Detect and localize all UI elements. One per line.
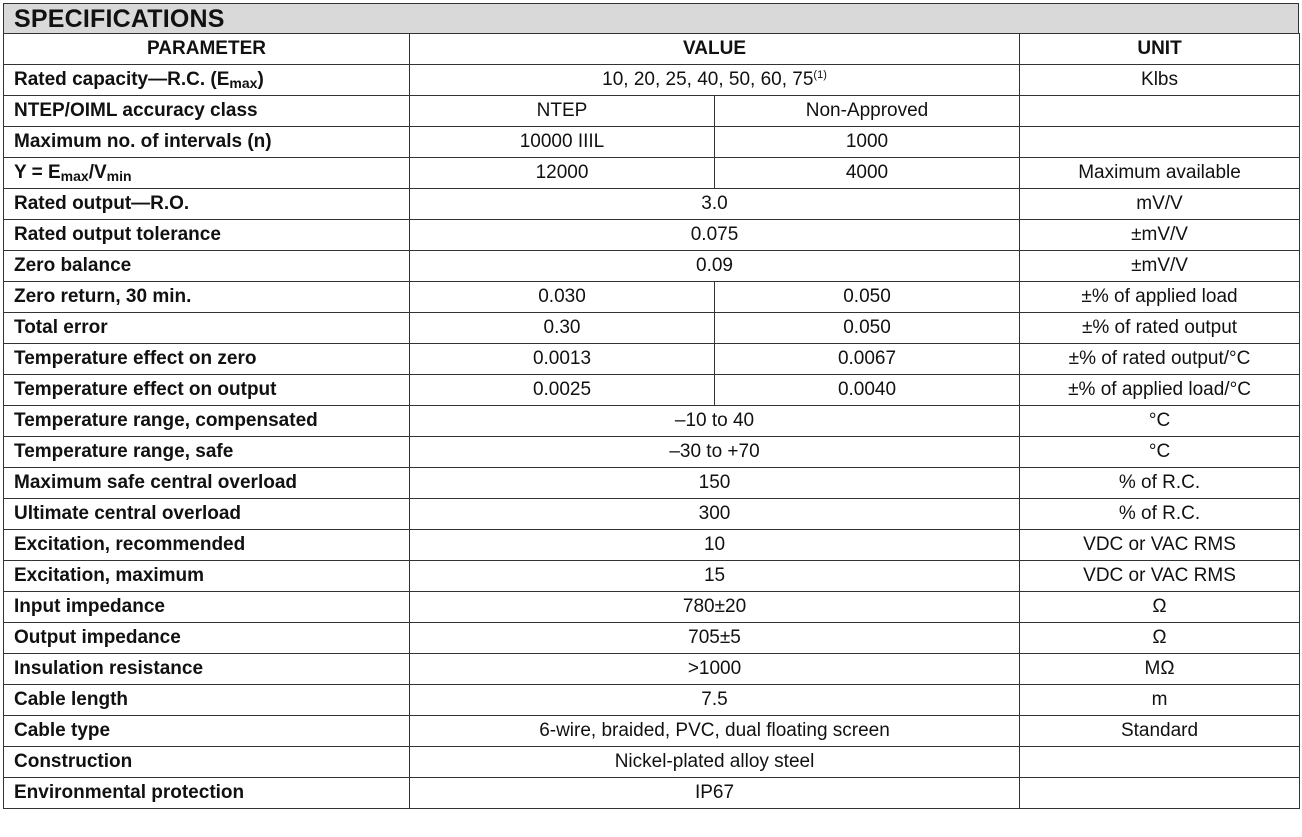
unit-cell: Ω [1020, 592, 1300, 623]
unit-cell: mV/V [1020, 189, 1300, 220]
parameter-cell: Temperature range, compensated [4, 406, 410, 437]
value-cell: 0.09 [410, 251, 1020, 282]
parameter-cell: NTEP/OIML accuracy class [4, 96, 410, 127]
table-row [4, 747, 1300, 778]
unit-cell: ±% of applied load/°C [1020, 375, 1300, 406]
unit-cell: % of R.C. [1020, 468, 1300, 499]
value-cell: IP67 [410, 778, 1020, 809]
unit-cell: ±% of applied load [1020, 282, 1300, 313]
value-ntep-cell: 0.030 [410, 282, 715, 313]
unit-cell [1020, 127, 1300, 158]
parameter-cell: Excitation, recommended [4, 530, 410, 561]
table-row [4, 437, 1300, 468]
value-ntep-cell: 10000 IIIL [410, 127, 715, 158]
parameter-cell: Cable length [4, 685, 410, 716]
value-ntep-cell: 0.0025 [410, 375, 715, 406]
value-non-approved-cell: Non-Approved [715, 96, 1020, 127]
unit-cell: ±mV/V [1020, 220, 1300, 251]
table-row [4, 220, 1300, 251]
value-non-approved-cell: 0.050 [715, 282, 1020, 313]
unit-cell [1020, 96, 1300, 127]
parameter-cell: Zero balance [4, 251, 410, 282]
value-cell: >1000 [410, 654, 1020, 685]
table-row [4, 654, 1300, 685]
parameter-cell: Rated output tolerance [4, 220, 410, 251]
value-cell: –30 to +70 [410, 437, 1020, 468]
unit-cell: Ω [1020, 623, 1300, 654]
value-non-approved-cell: 4000 [715, 158, 1020, 189]
parameter-cell: $Y = E_{max}/V_{min}$ [4, 158, 410, 189]
parameter-cell: Excitation, maximum [4, 561, 410, 592]
table-row [4, 158, 1300, 189]
parameter-cell: Construction [4, 747, 410, 778]
value-ntep-cell: 0.0013 [410, 344, 715, 375]
value-cell: 780±20 [410, 592, 1020, 623]
unit-cell: MΩ [1020, 654, 1300, 685]
unit-cell: °C [1020, 406, 1300, 437]
specifications-panel [3, 3, 1299, 809]
table-row [4, 623, 1300, 654]
table-row [4, 282, 1300, 313]
value-non-approved-cell: 0.0040 [715, 375, 1020, 406]
parameter-cell: Cable type [4, 716, 410, 747]
parameter-cell: Output impedance [4, 623, 410, 654]
table-row [4, 592, 1300, 623]
table-row [4, 65, 1300, 96]
unit-cell: Klbs [1020, 65, 1300, 96]
table-row [4, 313, 1300, 344]
table-row [4, 716, 1300, 747]
table-row [4, 499, 1300, 530]
value-cell: 0.075 [410, 220, 1020, 251]
unit-cell: VDC or VAC RMS [1020, 561, 1300, 592]
unit-cell: Standard [1020, 716, 1300, 747]
specifications-body [4, 65, 1300, 809]
table-row [4, 96, 1300, 127]
unit-cell: ±% of rated output/°C [1020, 344, 1300, 375]
unit-cell: ±% of rated output [1020, 313, 1300, 344]
value-ntep-cell: 12000 [410, 158, 715, 189]
unit-cell [1020, 747, 1300, 778]
unit-cell: °C [1020, 437, 1300, 468]
value-cell: 6-wire, braided, PVC, dual floating screen [410, 716, 1020, 747]
value-cell: 15 [410, 561, 1020, 592]
value-cell: 300 [410, 499, 1020, 530]
unit-cell: Maximum available [1020, 158, 1300, 189]
parameter-cell: Temperature range, safe [4, 437, 410, 468]
header-row [4, 34, 1300, 65]
value-ntep-cell: NTEP [410, 96, 715, 127]
table-row [4, 468, 1300, 499]
section-title: SPECIFICATIONS [3, 3, 1299, 33]
unit-cell: m [1020, 685, 1300, 716]
specifications-table [3, 33, 1300, 809]
parameter-cell: Maximum no. of intervals (n) [4, 127, 410, 158]
value-cell: 150 [410, 468, 1020, 499]
header-parameter: PARAMETER [4, 34, 410, 65]
value-non-approved-cell: 1000 [715, 127, 1020, 158]
parameter-cell: Rated output—R.O. [4, 189, 410, 220]
table-row [4, 251, 1300, 282]
table-row [4, 344, 1300, 375]
parameter-cell: Maximum safe central overload [4, 468, 410, 499]
value-non-approved-cell: 0.050 [715, 313, 1020, 344]
parameter-cell: Temperature effect on zero [4, 344, 410, 375]
parameter-cell: Insulation resistance [4, 654, 410, 685]
parameter-cell: Input impedance [4, 592, 410, 623]
value-cell: 3.0 [410, 189, 1020, 220]
unit-cell [1020, 778, 1300, 809]
parameter-cell: Temperature effect on output [4, 375, 410, 406]
table-row [4, 778, 1300, 809]
value-cell: 10 [410, 530, 1020, 561]
parameter-cell: Zero return, 30 min. [4, 282, 410, 313]
parameter-cell: Ultimate central overload [4, 499, 410, 530]
unit-cell: ±mV/V [1020, 251, 1300, 282]
value-non-approved-cell: 0.0067 [715, 344, 1020, 375]
unit-cell: VDC or VAC RMS [1020, 530, 1300, 561]
table-row [4, 530, 1300, 561]
table-row [4, 406, 1300, 437]
table-row [4, 127, 1300, 158]
table-row [4, 375, 1300, 406]
table-row [4, 685, 1300, 716]
value-cell: 10, 20, 25, 40, 50, 60, 75$^{(1)}$ [410, 65, 1020, 96]
parameter-cell: Rated capacity—R.C. $(E_{max})$ [4, 65, 410, 96]
value-ntep-cell: 0.30 [410, 313, 715, 344]
value-cell: –10 to 40 [410, 406, 1020, 437]
value-cell: 705±5 [410, 623, 1020, 654]
parameter-cell: Environmental protection [4, 778, 410, 809]
value-cell: 7.5 [410, 685, 1020, 716]
table-row [4, 561, 1300, 592]
unit-cell: % of R.C. [1020, 499, 1300, 530]
table-row [4, 189, 1300, 220]
footnote-marker: (1) [813, 69, 827, 81]
value-cell: Nickel-plated alloy steel [410, 747, 1020, 778]
header-value: VALUE [410, 34, 1020, 65]
header-unit: UNIT [1020, 34, 1300, 65]
parameter-cell: Total error [4, 313, 410, 344]
